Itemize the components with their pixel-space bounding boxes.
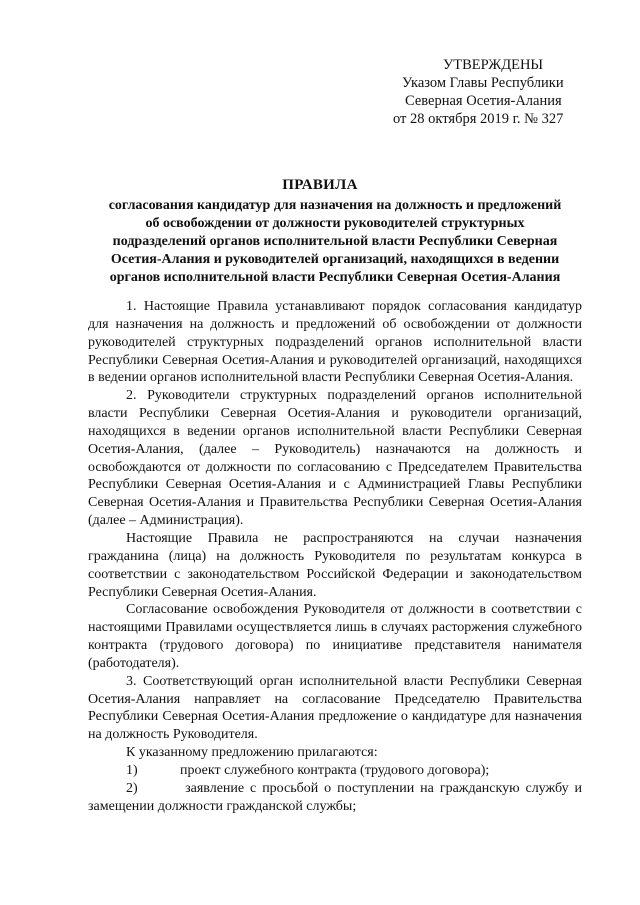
list-item-text: проект служебного контракта (трудового договора);	[180, 762, 490, 778]
list-item	[88, 780, 582, 816]
list-item	[88, 762, 582, 780]
document-title: ПРАВИЛА	[282, 177, 358, 193]
list-item-number: 1)	[126, 762, 138, 778]
subtitle-line: об освобождении от должности руководителей структурных	[145, 216, 525, 231]
paragraph: 2. Руководители структурных подразделений органов исполнительной власти Республики Северная Осетия-Алания и руководители организаций, находящихся в ведении органов исполнительной власти Республики Северная Осетия-Алания, (далее – Руководитель) назначаются на должность и освобождаются от должности по согласованию с Председателем Правительства Республики Северная Осетия-Алания и с Администрацией Главы Республики Северная Осетия-Алания и Правительства Республики Северная Осетия-Алания (далее – Администрация).	[88, 388, 582, 529]
approval-line: УТВЕРЖДЕНЫ	[443, 57, 544, 73]
list-item-number: 2)	[126, 780, 138, 796]
paragraph: К указанному предложению прилагаются:	[126, 745, 378, 761]
paragraph: 1. Настоящие Правила устанавливают порядок согласования кандидатур для назначения на должность и предложений об освобождении от должности руководителей структурных подразделений органов исполнительной власти Республики Северная Осетия-Алания и руководителей организаций, находящихся в ведении органов исполнительной власти Республики Северная Осетия-Алания.	[88, 299, 582, 386]
list-item-text: заявление с просьбой о поступлении на гражданскую службу и замещении должности гражданской службы;	[88, 780, 582, 814]
document-subtitle	[80, 197, 590, 287]
approval-line: от 28 октября 2019 г. № 327	[393, 111, 564, 127]
approval-stamp	[393, 56, 564, 128]
paragraph: Согласование освобождения Руководителя от должности в соответствии с настоящими Правилами осуществляется лишь в случаях расторжения служебного контракта (трудового договора) по инициативе представителя нанимателя (работодателя).	[88, 602, 582, 671]
paragraph: Настоящие Правила не распространяются на случаи назначения гражданина (лица) на должность Руководителя по результатам конкурса в соответствии с законодательством Российской Федерации и законодательством Республики Северная Осетия-Алания.	[88, 530, 582, 600]
approval-line: Указом Главы Республики	[402, 75, 564, 91]
approval-line: Северная Осетия-Алания	[405, 93, 562, 109]
subtitle-line: согласования кандидатур для назначения на должность и предложений	[108, 198, 562, 213]
subtitle-line: подразделений органов исполнительной власти Республики Северная	[112, 234, 558, 249]
subtitle-line: Осетия-Алания и руководителей организаций, находящихся в ведении	[110, 252, 560, 267]
document-body	[88, 298, 582, 815]
paragraph: 3. Соответствующий орган исполнительной власти Республики Северная Осетия-Алания направляет на согласование Председателю Правительства Республики Северная Осетия-Алания предложение о кандидатуре для назначения на должность Руководителя.	[88, 673, 582, 743]
subtitle-line: органов исполнительной власти Республики Северная Осетия-Алания	[109, 270, 561, 285]
